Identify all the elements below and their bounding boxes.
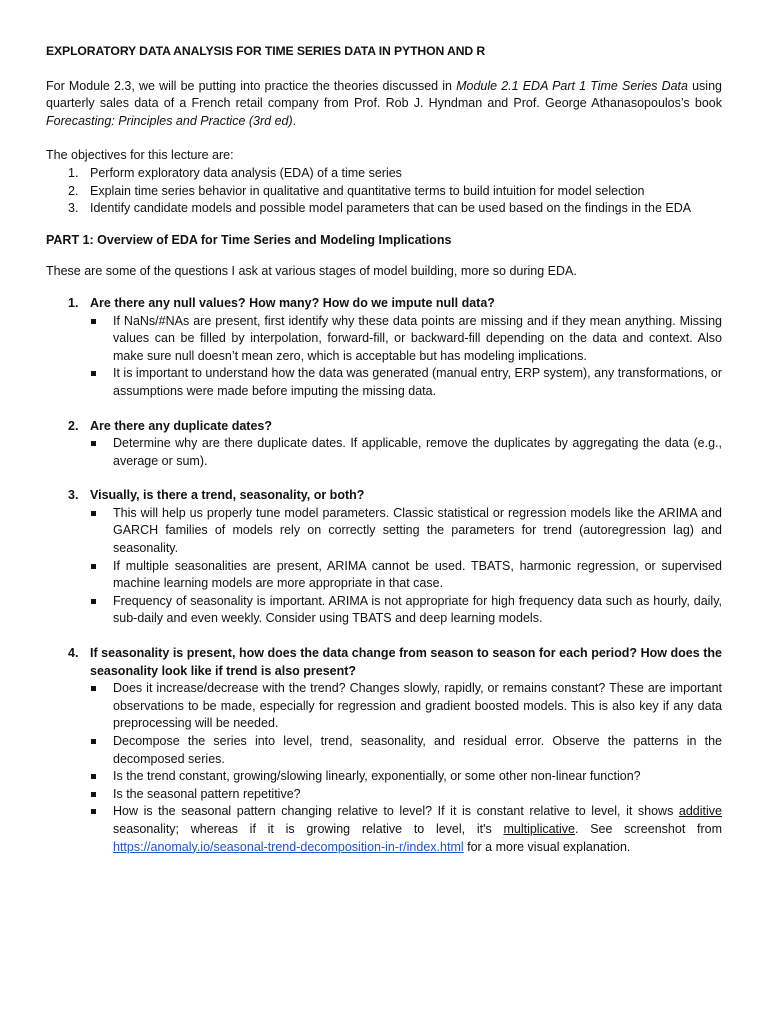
question-heading: [46, 487, 722, 505]
question-bullets: [46, 435, 722, 470]
objectives-list: [46, 165, 722, 218]
objective-number: 1.: [68, 165, 79, 180]
question-text: Are there any duplicate dates?: [90, 418, 273, 433]
anomaly-decomposition-link[interactable]: https://anomaly.io/seasonal-trend-decomposition-in-r/index.html: [113, 839, 464, 854]
bullet-text: If NaNs/#NAs are present, first identify why these data points are missing and if they mean anything. Missing values can be filled by interpolation, forward-fill, or backward-fill depending on the data and context. Also make sure null doesn’t mean zero, which is acceptable but has modeling implications.: [113, 313, 722, 363]
square-bullet-icon: [91, 371, 96, 376]
multiplicative-term: multiplicative: [503, 821, 576, 836]
intro-text-2: using quarterly sales data of a French retail company from Prof. Rob J. Hyndman and Prof. George Athanasopoulos’s book: [46, 78, 722, 111]
bullet-text: If multiple seasonalities are present, ARIMA cannot be used. TBATS, harmonic regression, or supervised machine learning models are more appropriate in that case.: [113, 558, 722, 591]
bullet-item: [46, 593, 722, 628]
bullet-text-2: seasonality; whereas if it is growing relative to level, it's: [113, 821, 504, 836]
bullet-text: Does it increase/decrease with the trend? Changes slowly, rapidly, or remains constant? These are important observations to be made, especially for regression and gradient boosted models. This is also key if any data preprocessing will be needed.: [113, 681, 722, 731]
bullet-item: [46, 733, 722, 768]
square-bullet-icon: [91, 599, 96, 604]
question-item: [46, 645, 722, 856]
bullet-text: Determine why are there duplicate dates. If applicable, remove the duplicates by aggregating the data (e.g., average or sum).: [113, 436, 722, 468]
question-bullets: [46, 505, 722, 628]
bullet-text-4: for a more visual explanation.: [463, 839, 631, 854]
question-heading: [46, 418, 722, 436]
bullet-item: [46, 558, 722, 593]
objective-number: 2.: [68, 183, 79, 198]
square-bullet-icon: [91, 792, 96, 797]
objectives-intro: The objectives for this lecture are:: [46, 148, 234, 163]
bullet-text: It is important to understand how the data was generated (manual entry, ERP system), any transformations, or assumptions were made before imputing the missing data.: [113, 366, 722, 398]
square-bullet-icon: [91, 809, 96, 814]
questions-list: [46, 295, 722, 856]
objective-number: 3.: [68, 201, 79, 216]
square-bullet-icon: [91, 511, 96, 516]
square-bullet-icon: [91, 774, 96, 779]
question-item: [46, 487, 722, 628]
objective-text: Perform exploratory data analysis (EDA) of a time series: [90, 165, 402, 180]
square-bullet-icon: [91, 319, 96, 324]
bullet-item: [46, 768, 722, 786]
bullet-item: [46, 313, 722, 366]
objective-item: [46, 165, 722, 183]
question-item: [46, 418, 722, 471]
question-number: 4.: [68, 646, 79, 661]
bullet-text: Decompose the series into level, trend, seasonality, and residual error. Observe the patterns in the decomposed series.: [113, 734, 722, 766]
question-number: 3.: [68, 488, 79, 503]
question-text: If seasonality is present, how does the data change from season to season for each period? How does the seasonality look like if trend is also present?: [90, 646, 722, 678]
intro-module-reference: Module 2.1 EDA Part 1 Time Series Data: [456, 78, 688, 93]
document-title: EXPLORATORY DATA ANALYSIS FOR TIME SERIES DATA IN PYTHON AND R: [46, 44, 486, 58]
intro-book-title: Forecasting: Principles and Practice (3rd ed): [46, 113, 293, 128]
question-text: Are there any null values? How many? How do we impute null data?: [90, 295, 495, 310]
bullet-item: [46, 786, 722, 804]
part-heading: PART 1: Overview of EDA for Time Series and Modeling Implications: [46, 232, 452, 247]
square-bullet-icon: [91, 739, 96, 744]
square-bullet-icon: [91, 441, 96, 446]
square-bullet-icon: [91, 686, 96, 691]
question-number: 2.: [68, 418, 79, 433]
bullet-text: Is the trend constant, growing/slowing linearly, exponentially, or some other non-linear function?: [113, 769, 641, 784]
question-heading: [46, 645, 722, 680]
intro-paragraph: [46, 78, 722, 131]
bullet-text: Frequency of seasonality is important. ARIMA is not appropriate for high frequency data such as hourly, daily, sub-daily and even weekly. Consider using TBATS and deep learning models.: [113, 593, 722, 626]
bullet-text-3: . See screenshot from: [575, 821, 723, 836]
bullet-item: [46, 803, 722, 856]
bullet-text-1: How is the seasonal pattern changing relative to level? If it is constant relative to level, it shows: [113, 804, 679, 819]
intro-text-1: For Module 2.3, we will be putting into practice the theories discussed in: [46, 78, 457, 93]
bullet-item: [46, 365, 722, 400]
question-item: [46, 295, 722, 401]
bullet-text: This will help us properly tune model parameters. Classic statistical or regression models like the ARIMA and GARCH families of models rely on correctly setting the parameters for trend (autoregression lag) and seasonality.: [113, 505, 722, 556]
bullet-item: [46, 505, 722, 558]
question-number: 1.: [68, 295, 79, 310]
question-heading: [46, 295, 722, 313]
bullet-text: Is the seasonal pattern repetitive?: [113, 786, 301, 801]
objective-text: Explain time series behavior in qualitative and quantitative terms to build intuition for model selection: [90, 183, 645, 198]
question-bullets: [46, 313, 722, 401]
objective-item: [46, 183, 722, 201]
bullet-item: [46, 680, 722, 733]
questions-intro: These are some of the questions I ask at various stages of model building, more so during EDA.: [46, 264, 577, 279]
intro-text-3: .: [292, 113, 297, 128]
question-bullets: [46, 680, 722, 856]
objective-text: Identify candidate models and possible model parameters that can be used based on the findings in the EDA: [90, 201, 692, 216]
question-text: Visually, is there a trend, seasonality, or both?: [90, 488, 365, 503]
square-bullet-icon: [91, 564, 96, 569]
objective-item: [46, 200, 722, 218]
bullet-item: [46, 435, 722, 470]
additive-term: additive: [678, 804, 722, 819]
